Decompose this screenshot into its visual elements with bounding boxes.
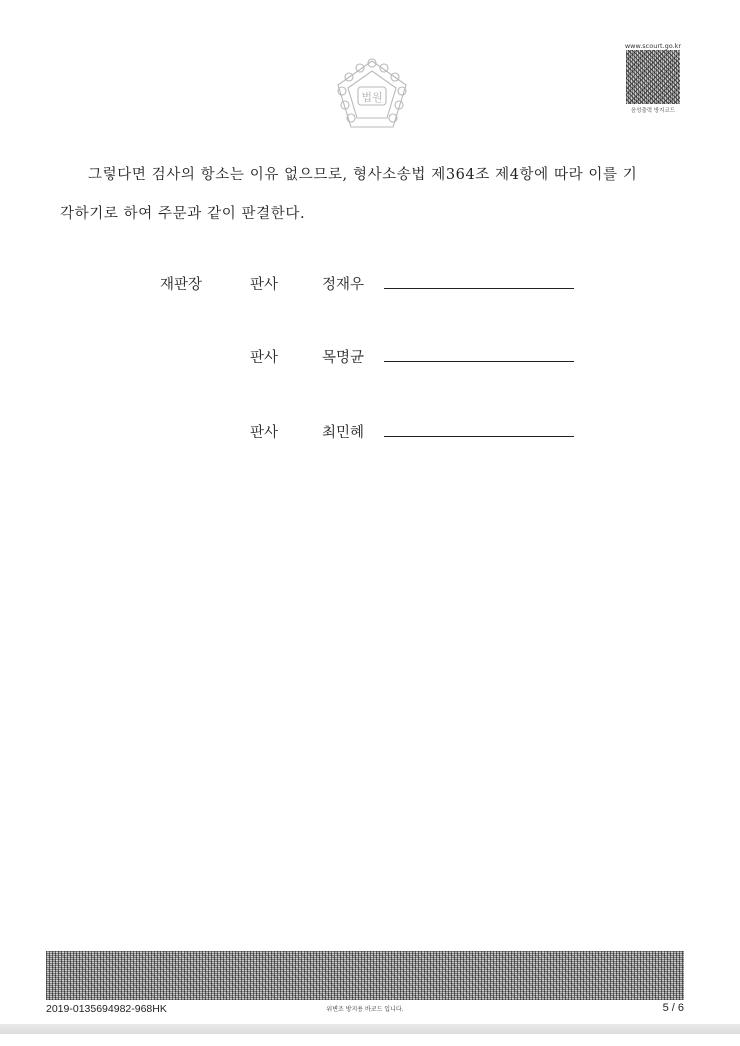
document-id: 2019-0135694982-968HK xyxy=(46,1003,167,1015)
judge-3-title: 판사 xyxy=(250,425,279,441)
judge-1-title: 판사 xyxy=(250,277,279,293)
court-emblem-icon xyxy=(332,55,412,135)
body-text-line-1: 그렇다면 검사의 항소는 이유 없으므로, 형사소송법 제364조 제4항에 따라 이를 기 xyxy=(88,167,638,183)
qr-url: www.scourt.go.kr xyxy=(624,42,682,50)
page-number: 5 / 6 xyxy=(662,1002,684,1014)
anti-forgery-barcode xyxy=(46,951,684,1000)
presiding-judge-title: 재판장 xyxy=(160,277,203,293)
qr-code xyxy=(626,50,680,104)
signature-line-1 xyxy=(384,288,574,289)
judge-2-title: 판사 xyxy=(250,350,279,366)
signature-line-2 xyxy=(384,361,574,362)
judge-1-name: 정재우 xyxy=(322,277,365,293)
signature-line-3 xyxy=(384,436,574,437)
judge-3-name: 최민혜 xyxy=(322,425,365,441)
barcode-note: 위변조 방지용 바코드 입니다. xyxy=(326,1006,404,1013)
body-text-line-2: 각하기로 하여 주문과 같이 판결한다. xyxy=(60,206,306,222)
scan-edge-strip xyxy=(0,1024,740,1034)
emblem-text: 법원 xyxy=(361,91,383,104)
judge-2-name: 목명균 xyxy=(322,350,365,366)
qr-caption: 음성출력 방지코드 xyxy=(630,108,676,114)
